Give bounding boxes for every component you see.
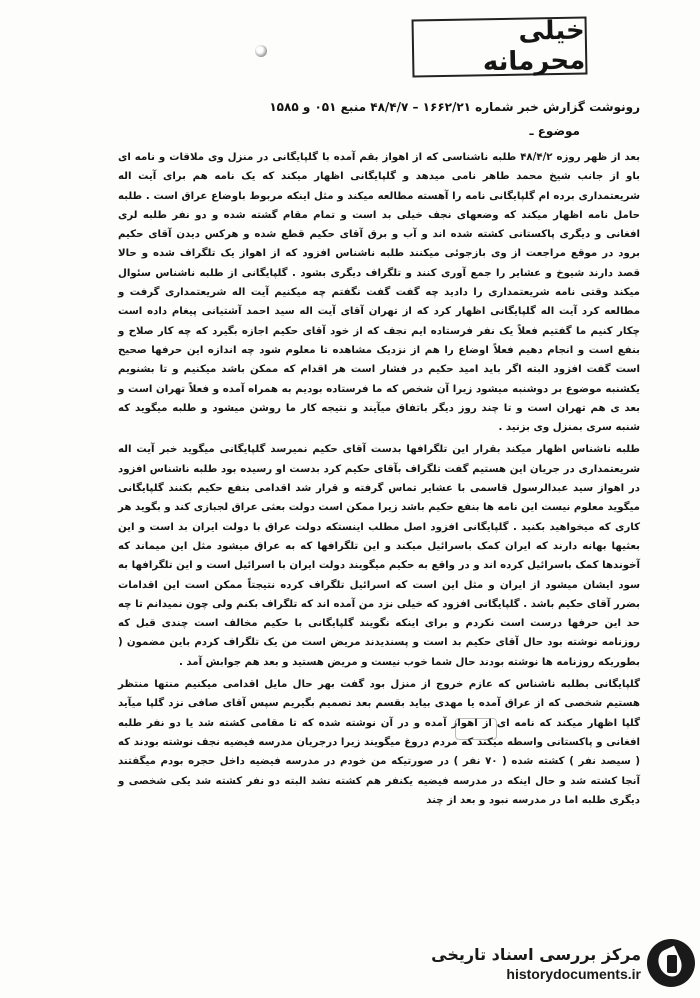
archive-logo-icon bbox=[647, 939, 695, 987]
report-header: رونوشت گزارش خبر شماره ۱۶۶۲/۲۱ – ۴۸/۴/۷ منبع ۰۵۱ و ۱۵۸۵ bbox=[269, 100, 640, 114]
subject-label: موضوع ـ bbox=[529, 124, 580, 138]
paragraph-3: گلپایگانی بطلبه ناشناس که عازم خروج از منزل بود گفت بهر حال مایل اقدامی میکنیم منتها منتظر هستیم شخصی که از عراق آمده یا مهدی بیاید بقسم بعد تصمیم بگیریم سپس آقای صافی نزد گلپا میآید گلپا اظهار میکند که نامه ای از اهواز آمده و در آن نوشته شده که تا مقامی کشته شد یا دو نفر طلبه افغانی و پاکستانی واسطه میکند که مردم دروغ میگویند زیرا درجریان مدرسه فیضیه نجف نوشته بودند که ( سیصد نفر ) کشته شده ( ۷۰ نفر ) در صورتیکه من خودم در مدرسه فیضیه داخل حجره بودم میگفتند آنجا کشته شد و حال اینکه در مدرسه فیضیه یکنفر هم کشته نشد البته دو نفر کشته شد یکی شخصی و دیگری طلبه اما در مدرسه نبود و بعد از چند bbox=[118, 679, 640, 806]
report-body bbox=[118, 148, 640, 813]
archive-watermark bbox=[395, 930, 695, 996]
watermark-text bbox=[431, 945, 641, 982]
punch-hole bbox=[255, 45, 267, 57]
handwritten-mark bbox=[455, 718, 497, 740]
watermark-title: مرکز بررسی اسناد تاریخی bbox=[431, 944, 641, 964]
paragraph-2: طلبه ناشناس اظهار میکند بقرار این تلگرافها بدست آقای حکیم نمیرسد گلپایگانی میگوید خبر آیت اله شریعتمداری در جریان این هستیم گفت تلگراف بآقای حکیم کرد بدست او رسیده بود طلبه ناشناس افزود در اهواز سید عبدالرسول قاسمی با عشایر تماس گرفته و قرار شد اقدامی بنفع حکیم بکنند گلپایگانی میگوید معلوم نیست این نامه ها بنفع حکیم باشد زیرا ممکن است دولت بعثی عراق لجبازی کند و بگوید هر کاری که میخواهید بکنید . گلپایگانی افزود اصل مطلب اینستکه دولت عراق با دولت ایران بد است و این بعثیها بهانه دارند که ایران کمک باسرائیل میکند و این تلگرافها که به عراق میشود مثل این میماند که آخوندها کمک باسرائیل کرده اند و در واقع به حکیم میگویند دولت ایران با اسرائیل است و این تلگرافها به سود ایشان میشود از ایران و مثل این است که اسرائیل تلگراف کرده نتیجتاً ممکن است این اقدامات بضرر آقای حکیم باشد . گلپایگانی افزود که خیلی نزد من آمده اند که تلگراف بکنم ولی چون نمیدانم تا چه حد این حرفها درست است نکردم و برای اینکه نگویند گلپایگانی با حکیم مخالف است چندی قبل که روزنامه نوشته بود حال آقای حکیم بد است و پسندیدند مریض است من یک تلگراف کردم باین مضمون ( بطوریکه روزنامه ها نوشته بودند حال شما خوب نیست و مریض هستید و بعد هم جوابش آمد . bbox=[118, 444, 640, 668]
paragraph-1: بعد از ظهر روزه ۴۸/۴/۲ طلبه ناشناسی که از اهواز بقم آمده با گلپایگانی در منزل وی ملاقات و نامه ای باو از جانب شیخ محمد طاهر نامی میدهد و گلپایگانی اظهار میکند که یک نامه هم برای آیت اله شریعتمداری برده ام گلپایگانی نامه را آهسته مطالعه میکند و مثل اینکه مربوط باوضاع عراق است . طلبه حامل نامه اظهار میکند که وضعهای نجف خیلی بد است و تمام مقام گشته شده و دو نفر طلبه لری افغانی و دیگری پاکستانی کشته شده اند و آب و برق آقای حکیم قطع شده و هرکس دیدن آقای حکیم برود در موقع مراجعت از وی بازجوئی میکنند طلبه ناشناس افزود که از اهواز یک تلگراف شده و حالا قصد دارند شیوخ و عشایر را جمع آوری کنند و تلگراف دیگری بشود . گلپایگانی از طلبه ناشناس سئوال میکند وقتی نامه شریعتمداری را دادید چه گفت گفت نگفتم چه میکنیم آیت اله شریعتمداری گرفت و مطالعه کرد آیت اله گلپایگانی اظهار کرد که از تهران آقای آیت اله سید احمد آشتیانی پیغام داده است چکار کنیم ما گفتیم فعلاً یک نفر فرستاده ایم نجف که از خود آقای حکیم اجازه بگیرد که چه کار صلاح و بنفع است و انجام دهیم فعلاً اوضاع را هم از نزدیک مشاهده تا معلوم شود چه اندازه این حرفها صحیح است گفت افزود البته اگر باید امید حکیم در فشار است هر اقدام که ممکن باشد میکنیم و تا بشنویم یکشنبه موضوع بر دوشنبه میشود زیرا آن شخص که ما فرستاده بودیم به همراه آمده و فعلاً تهران است و بعد ی هم تهران است و تا چند روز دیگر باتفاق میآیند و نتیجه کار ما روشن میشود و طلبه میگوید که شنبه سری بمنزل وی بزنید . bbox=[118, 152, 640, 434]
classification-stamp bbox=[412, 16, 588, 77]
watermark-url: historydocuments.ir bbox=[506, 965, 641, 982]
stamp-text: خیلی محرمانه bbox=[482, 15, 586, 78]
